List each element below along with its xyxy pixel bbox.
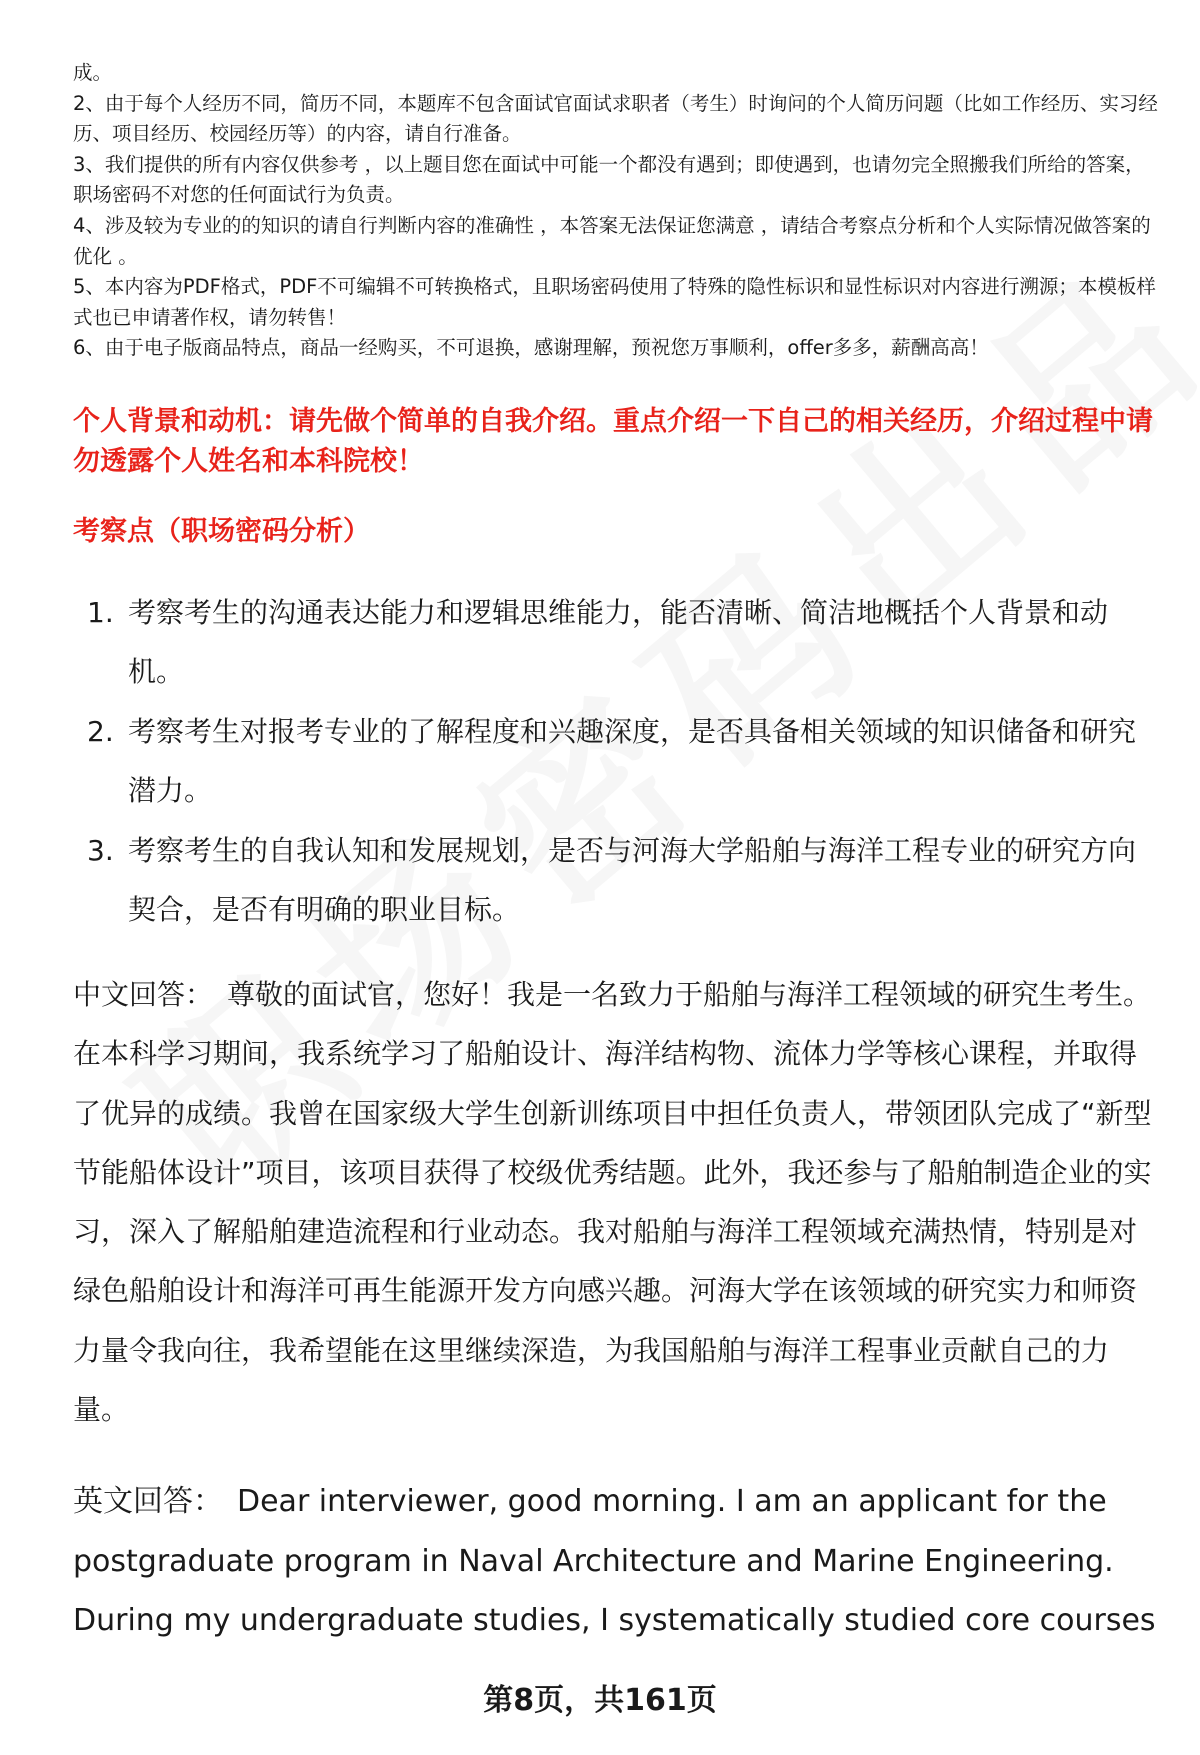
note-line: 2、由于每个人经历不同，简历不同，本题库不包含面试官面试求职者（考生）时询问的个人简历问题（比如工作经历、实习经历、项目经历、校园经历等）的内容，请自行准备。 [73, 91, 1158, 146]
note-line: 成。 [73, 61, 113, 84]
list-text: 考察考生的沟通表达能力和逻辑思维能力，能否清晰、简洁地概括个人背景和动机。 [128, 596, 1109, 688]
chinese-answer-label: 中文回答： [73, 978, 214, 1011]
page-footer: 第8页，共161页 [483, 1683, 717, 1718]
list-item [73, 584, 1163, 701]
question-heading: 个人背景和动机：请先做个简单的自我介绍。重点介绍一下自己的相关经历，介绍过程中请勿透露个人姓名和本科院校！ [73, 406, 1153, 477]
note-line: 3、我们提供的所有内容仅供参考 ，以上题目您在面试中可能一个都没有遇到；即使遇到，也请勿完全照搬我们所给的答案，职场密码不对您的任何面试行为负责。 [73, 152, 1145, 207]
list-number: 3. [87, 834, 114, 867]
list-text: 考察考生的自我认知和发展规划，是否与河海大学船舶与海洋工程专业的研究方向契合，是否有明确的职业目标。 [128, 834, 1137, 926]
analysis-points [73, 584, 1163, 941]
chinese-answer-text: 尊敬的面试官，您好！我是一名致力于船舶与海洋工程领域的研究生考生。在本科学习期间，我系统学习了船舶设计、海洋结构物、流体力学等核心课程，并取得了优异的成绩。我曾在国家级大学生创新训练项目中担任负责人，带领团队完成了“新型节能船体设计”项目，该项目获得了校级优秀结题。此外，我还参与了船舶制造企业的实习，深入了解船舶建造流程和行业动态。我对船舶与海洋工程领域充满热情，特别是对绿色船舶设计和海洋可再生能源开发方向感兴趣。河海大学在该领域的研究实力和师资力量令我向往，我希望能在这里继续深造，为我国船舶与海洋工程事业贡献自己的力量。 [73, 978, 1152, 1427]
list-number: 1. [87, 596, 114, 629]
english-answer-label: 英文回答： [73, 1484, 223, 1519]
note-line: 5、本内容为PDF格式，PDF不可编辑不可转换格式，且职场密码使用了特殊的隐性标识和显性标识对内容进行溯源；本模板样式也已申请著作权，请勿转售！ [73, 275, 1156, 329]
list-item [73, 822, 1163, 939]
chinese-answer [73, 965, 1163, 1439]
list-item [73, 703, 1163, 820]
note-line: 6、由于电子版商品特点，商品一经购买，不可退换，感谢理解，预祝您万事顺利，offer多多，薪酬高高！ [73, 336, 989, 360]
notes-section [73, 58, 1163, 364]
list-number: 2. [87, 715, 114, 748]
english-answer [73, 1472, 1163, 1651]
analysis-heading: 考察点（职场密码分析） [73, 516, 370, 547]
note-line: 4、涉及较为专业的的知识的请自行判断内容的准确性 ，本答案无法保证您满意 ，请结合考察点分析和个人实际情况做答案的优化 。 [73, 213, 1151, 268]
list-text: 考察考生对报考专业的了解程度和兴趣深度，是否具备相关领域的知识储备和研究潜力。 [128, 715, 1137, 807]
english-answer-text: Dear interviewer, good morning. I am an applicant for the postgraduate program in Naval Architecture and Marine Engineering. During my undergraduate studies, I systematically studied core courses [73, 1484, 1156, 1638]
